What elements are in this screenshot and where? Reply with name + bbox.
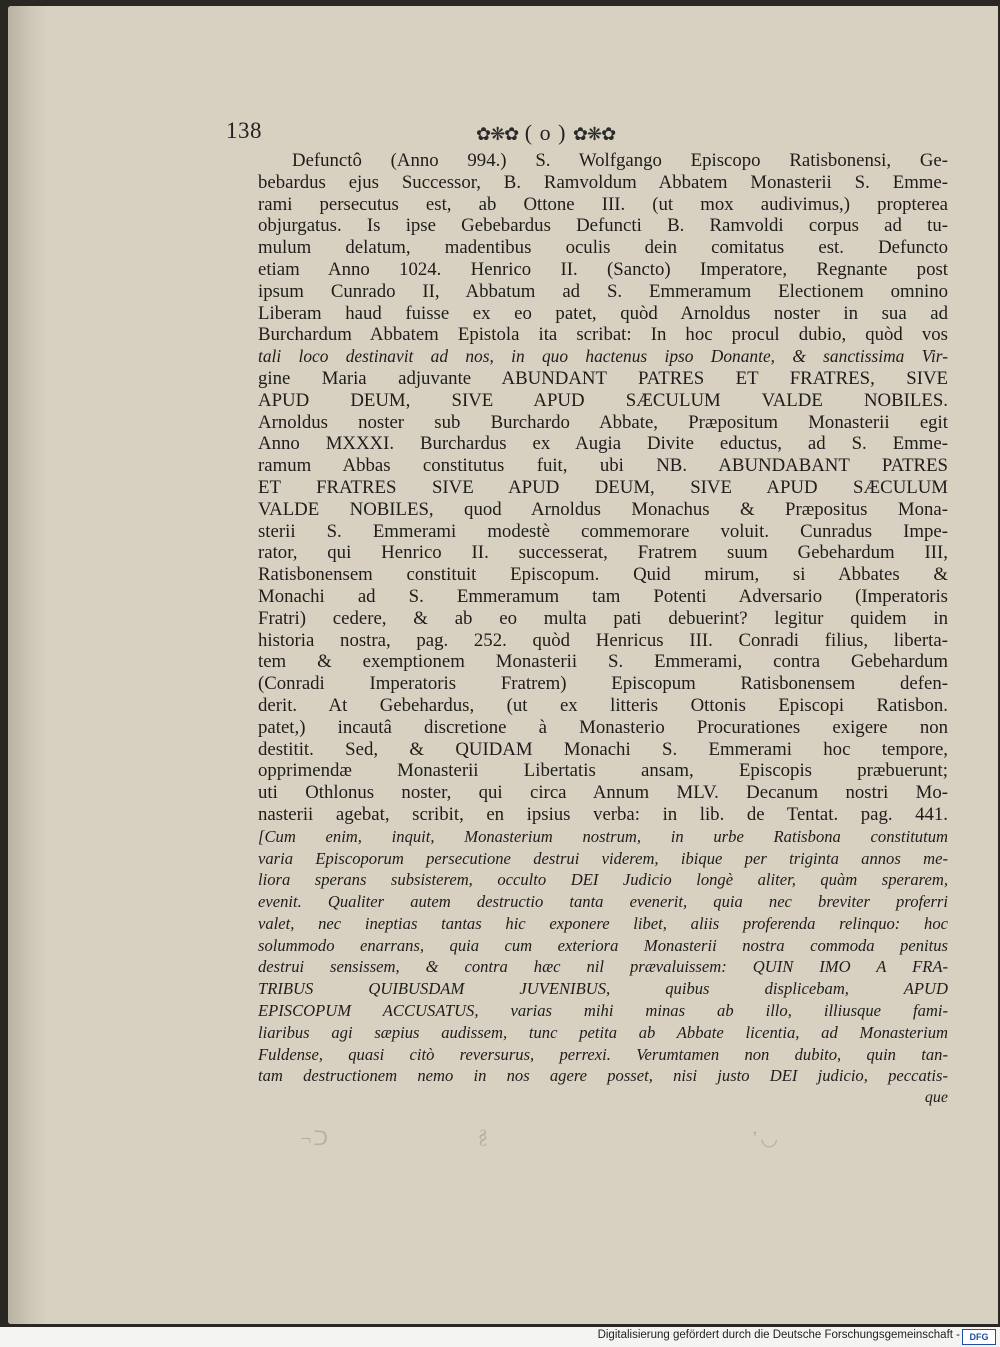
catchword: que xyxy=(924,1089,948,1107)
dfg-logo-icon[interactable]: DFG xyxy=(962,1329,996,1345)
text-line: etiam Anno 1024. Henrico II. (Sancto) Imperatore, Regnante post xyxy=(258,258,948,280)
text-line: Burchardum Abbatem Epistola ita scribat: In hoc procul dubio, quòd vos xyxy=(258,324,948,346)
text-line: Fratri) cedere, & ab eo multa pati debuerint? legitur quidem in xyxy=(258,607,948,629)
text-line: VALDE NOBILES, quod Arnoldus Monachus & Præpositus Mona- xyxy=(258,498,948,520)
page-gutter-shadow xyxy=(8,6,48,1324)
book-page xyxy=(8,6,998,1324)
text-line: APUD DEUM, SIVE APUD SÆCULUM VALDE NOBILES. xyxy=(258,389,948,411)
text-line: nasterii agebat, scribit, en ipsius verba: in lib. de Tentat. pag. 441. xyxy=(258,803,948,825)
quote-line: Fuldense, quasi citò reversurus, perrexi. Verumtamen non dubito, quin tan- xyxy=(258,1044,948,1064)
text-line: patet,) incautâ discretione à Monasterio Procurationes exigere non xyxy=(258,716,948,738)
quote-line: valet, nec ineptias tantas hic exponere libet, aliis proferenda relinquo: hoc xyxy=(258,913,948,933)
quote-line: solummodo enarrans, quia cum exteriora Monasterii nostra commoda penitus xyxy=(258,935,948,955)
running-header xyxy=(226,118,946,148)
text-line: ET FRATRES SIVE APUD DEUM, SIVE APUD SÆCULUM xyxy=(258,476,948,498)
text-line: Liberam haud fuisse ex eo patet, quòd Arnoldus noster in sua ad xyxy=(258,302,948,324)
text-line: rator, qui Henrico II. successerat, Fratrem suum Gebehardum III, xyxy=(258,542,948,564)
header-ornament-icon: ✿❋✿ ( o ) ✿❋✿ xyxy=(476,120,616,145)
quote-line: varia Episcoporum persecutione destrui viderem, ibique per triginta annos me- xyxy=(258,848,948,868)
text-line: ipsum Cunrado II, Abbatum ad S. Emmeramum Electionem omnino xyxy=(258,280,948,302)
quote-line: evenit. Qualiter autem destructio tanta evenerit, quia nec breviter proferri xyxy=(258,892,948,912)
quote-line: EPISCOPUM ACCUSATUS, varias mihi minas ab illo, illiusque fami- xyxy=(258,1001,948,1021)
quote-line: liora sperans subsisterem, occulto DEI Judicio longè aliter, quàm sperarem, xyxy=(258,870,948,890)
page-number: 138 xyxy=(226,118,262,143)
text-line: derit. At Gebehardus, (ut ex litteris Ottonis Episcopi Ratisbon. xyxy=(258,694,948,716)
text-line: tem & exemptionem Monasterii S. Emmerami, contra Gebehardum xyxy=(258,651,948,673)
quote-line: [Cum enim, inquit, Monasterium nostrum, in urbe Ratisbona constitutum xyxy=(258,826,948,846)
text-line: Ratisbonensem constituit Episcopum. Quid mirum, si Abbates & xyxy=(258,564,948,586)
text-line: tali loco destinavit ad nos, in quo hactenus ipso Donante, & sanctissima Vir- xyxy=(258,346,948,367)
text-line: opprimendæ Monasterii Libertatis ansam, Episcopis præbuerunt; xyxy=(258,760,948,782)
quote-line: TRIBUS QUIBUSDAM JUVENIBUS, quibus displicebam, APUD xyxy=(258,979,948,999)
header-title: ( o ) xyxy=(524,120,567,145)
show-through-bleed: ◡ʼ § ᑕ⌐ xyxy=(298,1126,778,1150)
text-line: Arnoldus noster sub Burchardo Abbate, Præpositum Monasterii egit xyxy=(258,411,948,433)
text-line: sterii S. Emmerami modestè commemorare voluit. Cunradus Impe- xyxy=(258,520,948,542)
text-line: Anno MXXXI. Burchardus ex Augia Divite eductus, ad S. Emme- xyxy=(258,433,948,455)
text-line: objurgatus. Is ipse Gebebardus Defuncti B. Ramvoldi corpus ad tu- xyxy=(258,215,948,237)
text-line: destitit. Sed, & QUIDAM Monachi S. Emmerami hoc tempore, xyxy=(258,738,948,760)
text-line: (Conradi Imperatoris Fratrem) Episcopum Ratisbonensem defen- xyxy=(258,673,948,695)
text-line: bebardus ejus Successor, B. Ramvoldum Abbatem Monasterii S. Emme- xyxy=(258,171,948,193)
quote-line: liaribus agi sæpius audissem, tunc petita ab Abbate licentia, ad Monasterium xyxy=(258,1022,948,1042)
text-line: Monachi ad S. Emmeramum tam Potenti Adversario (Imperatoris xyxy=(258,585,948,607)
body-text xyxy=(258,150,948,1109)
text-line: uti Othlonus noster, qui circa Annum MLV. Decanum nostri Mo- xyxy=(258,782,948,804)
text-line: historia nostra, pag. 252. quòd Henricus III. Conradi filius, liberta- xyxy=(258,629,948,651)
text-line: rami persecutus est, ab Ottone III. (ut mox audivimus,) propterea xyxy=(258,193,948,215)
quote-line: destrui sensissem, & contra hæc nil prævaluissem: QUIN IMO A FRA- xyxy=(258,957,948,977)
quote-line: tam destructionem nemo in nos agere posset, nisi justo DEI judicio, peccatis- xyxy=(258,1066,948,1086)
text-line: ramum Abbas constitutus fuit, ubi NB. ABUNDABANT PATRES xyxy=(258,455,948,477)
footer-bar xyxy=(0,1327,1000,1347)
text-line: gine Maria adjuvante ABUNDANT PATRES ET FRATRES, SIVE xyxy=(258,367,948,389)
text-line: Defunctô (Anno 994.) S. Wolfgango Episcopo Ratisbonensi, Ge- xyxy=(292,150,948,171)
funding-credit: Digitalisierung gefördert durch die Deutsche Forschungsgemeinschaft - xyxy=(597,1329,960,1341)
text-line: mulum delatum, madentibus oculis dein comitatus est. Defuncto xyxy=(258,237,948,259)
